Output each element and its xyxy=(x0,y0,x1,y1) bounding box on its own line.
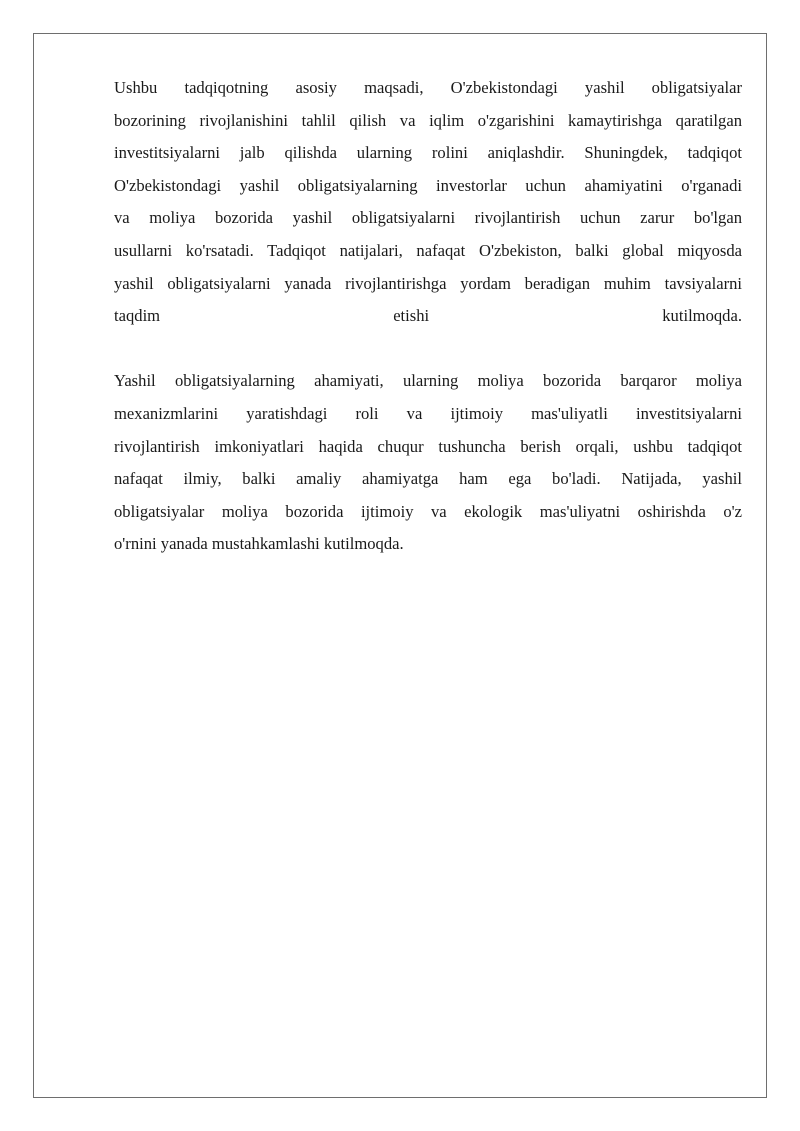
paragraph-line: Yashil obligatsiyalarning ahamiyati, ularning moliya bozorida barqaror moliya xyxy=(114,371,742,391)
paragraph-line: usullarni ko'rsatadi. Tadqiqot natijalari, nafaqat O'zbekiston, balki global miqyosda xyxy=(114,240,742,260)
paragraph-line: taqdim etishi kutilmoqda. xyxy=(114,306,742,326)
paragraph-line: rivojlantirish imkoniyatlari haqida chuqur tushuncha berish orqali, ushbu tadqiqot xyxy=(114,436,742,456)
paragraph-line: Ushbu tadqiqotning asosiy maqsadi, O'zbekistondagi yashil obligatsiyalar xyxy=(114,78,742,97)
paragraph-line: o'rnini yanada mustahkamlashi kutilmoqda. xyxy=(114,534,404,554)
paragraph-2 xyxy=(114,365,742,561)
paragraph-line: obligatsiyalar moliya bozorida ijtimoiy va ekologik mas'uliyatni oshirishda o'z xyxy=(114,501,742,521)
paragraph-line: O'zbekistondagi yashil obligatsiyalarning investorlar uchun ahamiyatini o'rganadi xyxy=(114,175,742,195)
paragraph-line: investitsiyalarni jalb qilishda ularning rolini aniqlashdir. Shuningdek, tadqiqot xyxy=(114,143,742,163)
document-body xyxy=(114,72,742,561)
paragraph-spacer xyxy=(114,333,742,366)
paragraph-line: nafaqat ilmiy, balki amaliy ahamiyatga ham ega bo'ladi. Natijada, yashil xyxy=(114,469,742,489)
paragraph-line: va moliya bozorida yashil obligatsiyalarni rivojlantirish uchun zarur bo'lgan xyxy=(114,208,742,228)
paragraph-1 xyxy=(114,72,742,333)
paragraph-line: mexanizmlarini yaratishdagi roli va ijtimoiy mas'uliyatli investitsiyalarni xyxy=(114,403,742,423)
paragraph-line: bozorining rivojlanishini tahlil qilish va iqlim o'zgarishini kamaytirishga qaratilgan xyxy=(114,110,742,130)
paragraph-line: yashil obligatsiyalarni yanada rivojlantirishga yordam beradigan muhim tavsiyalarni xyxy=(114,273,742,293)
